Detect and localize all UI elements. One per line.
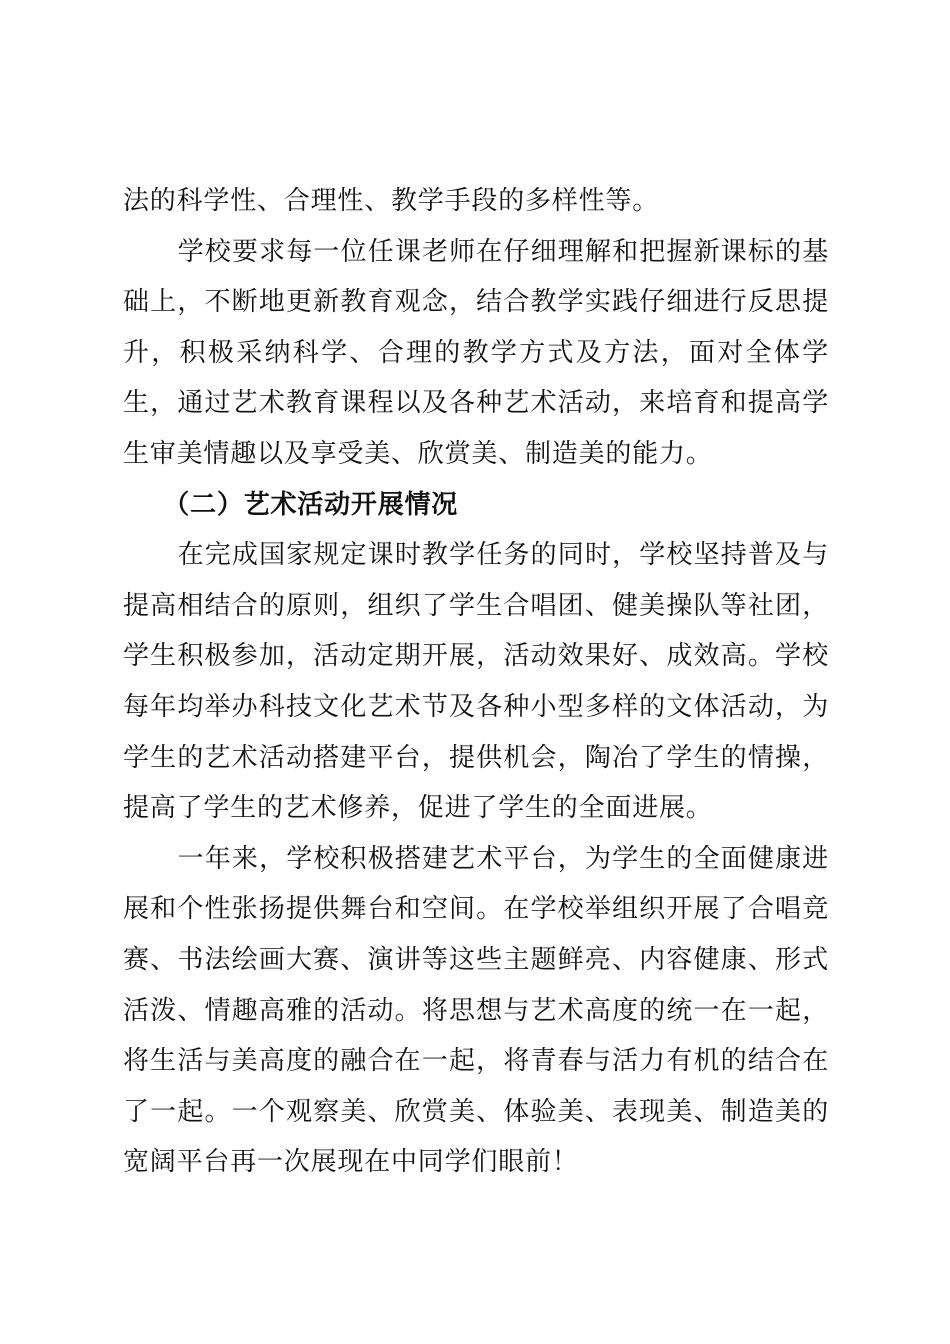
- paragraph-year-review: 一年来，学校积极搭建艺术平台，为学生的全面健康进展和个性张扬提供舞台和空间。在学校举组织开展了合唱竞赛、书法绘画大赛、演讲等这些主题鲜亮、内容健康、形式活泼、情趣高雅的活动。将思想与艺术高度的统一在一起，将生活与美高度的融合在一起，将青春与活力有机的结合在了一起。一个观察美、欣赏美、体验美、表现美、制造美的宽阔平台再一次展现在中同学们眼前！: [123, 843, 829, 1178]
- document-body: [123, 176, 829, 1188]
- paragraph-teaching-requirements: 学校要求每一位任课老师在仔细理解和把握新课标的基础上，不断地更新教育观念，结合教学实践仔细进行反思提升，积极采纳科学、合理的教学方式及方法，面对全体学生，通过艺术教育课程以及各种艺术活动，来培育和提高学生审美情趣以及享受美、欣赏美、制造美的能力。: [123, 236, 829, 469]
- paragraph-art-activities: 在完成国家规定课时教学任务的同时，学校坚持普及与提高相结合的原则，组织了学生合唱团、健美操队等社团，学生积极参加，活动定期开展，活动效果好、成效高。学校每年均举办科技文化艺术节及各种小型多样的文体活动，为学生的艺术活动搭建平台，提供机会，陶冶了学生的情操，提高了学生的艺术修养，促进了学生的全面进展。: [123, 540, 829, 824]
- section-heading-art-activities: （二）艺术活动开展情况: [163, 489, 459, 520]
- paragraph-continuation: 法的科学性、合理性、教学手段的多样性等。: [123, 186, 660, 216]
